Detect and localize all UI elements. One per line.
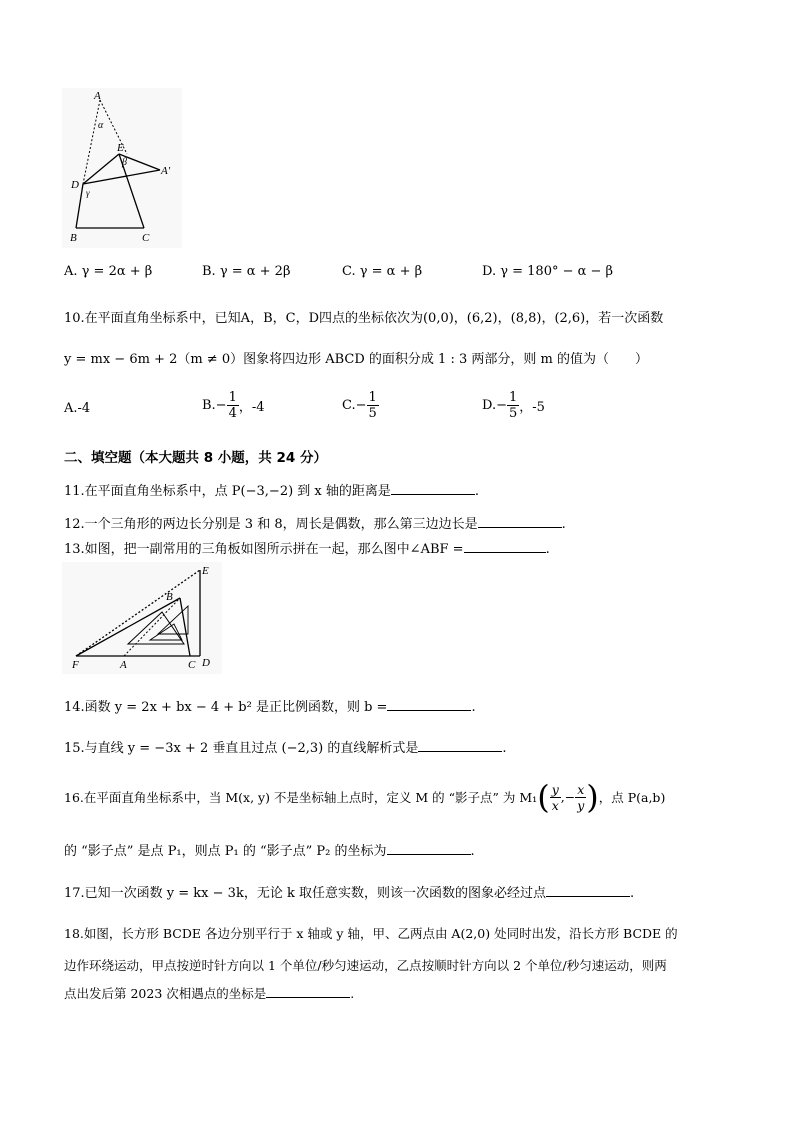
comma-minus: ,−	[560, 789, 576, 805]
q10-option-c[interactable]	[342, 390, 379, 421]
q10-option-b-prefix: B.−	[202, 398, 227, 413]
q18-line3-text: 点出发后第 2023 次相遇点的坐标是	[64, 986, 267, 1001]
q9-option-d[interactable]: D. γ = 180° − α − β	[482, 264, 614, 279]
q11	[64, 480, 479, 499]
q17-answer-blank[interactable]	[546, 884, 630, 897]
frac-num: 1	[228, 390, 237, 405]
q10-option-b-suffix: ，-4	[238, 400, 265, 415]
q16-answer-blank[interactable]	[387, 842, 471, 855]
q10-option-d-fraction	[507, 390, 519, 421]
q16-line1-suffix: ，点 P(a,b)	[598, 790, 666, 805]
q10-option-c-fraction	[367, 390, 379, 421]
label-A: A	[120, 659, 127, 671]
q12-text: 12.一个三角形的两边长分别是 3 和 8，周长是偶数，那么第三边边长是	[64, 517, 478, 532]
q17-text: 17.已知一次函数 y = kx − 3k，无论 k 取任意实数，则该一次函数的图象必经过点	[64, 886, 546, 901]
q10-line2: y = mx − 6m + 2（m ≠ 0）图象将四边形 ABCD 的面积分成 1 : 3 两部分，则 m 的值为（ ）	[64, 352, 648, 367]
q14-text: 14.函数 y = 2x + bx − 4 + b² 是正比例函数，则 b =	[64, 700, 388, 715]
q10-option-a[interactable]	[64, 401, 90, 416]
label-C: C	[188, 659, 196, 671]
period: .	[629, 886, 635, 901]
q16-line1	[64, 778, 665, 816]
q10-option-c-prefix: C.−	[342, 398, 367, 413]
frac-den: 5	[368, 406, 377, 421]
figure-q13-triangle-rulers	[62, 562, 222, 674]
period: .	[474, 484, 480, 499]
paren-left: (	[537, 778, 550, 816]
q14-answer-blank[interactable]	[387, 698, 471, 711]
q13-text: 13.如图，把一副常用的三角板如图所示拼在一起，那么图中∠ABF =	[64, 542, 464, 557]
q15-answer-blank[interactable]	[418, 739, 502, 752]
period: .	[561, 517, 566, 532]
q9-option-b[interactable]: B. γ = α + 2β	[202, 264, 291, 279]
q9-option-c[interactable]: C. γ = α + β	[342, 264, 423, 279]
frac-den: 5	[508, 406, 518, 421]
frac-den: 4	[228, 406, 237, 421]
q16-line1-prefix: 16.在平面直角坐标系中，当 M(x, y) 不是坐标轴上点时，定义 M 的 “影子点” 为 M₁	[64, 790, 538, 805]
q16-line2-text: 的 “影子点” 是点 P₁，则点 P₁ 的 “影子点” P₂ 的坐标为	[64, 844, 387, 859]
q18-line1: 18.如图，长方形 BCDE 各边分别平行于 x 轴或 y 轴，甲、乙两点由 A(2,0) 处同时出发，沿长方形 BCDE 的	[64, 926, 678, 941]
q13-answer-blank[interactable]	[464, 540, 546, 553]
q9-option-a[interactable]: A. γ = 2α + β	[64, 264, 153, 279]
q18-line2: 边作环绕运动，甲点按逆时针方向以 1 个单位/秒匀速运动，乙点按顺时针方向以 2 个单位/秒匀速运动，则两	[64, 958, 667, 973]
paren-right: )	[586, 778, 599, 816]
label-E: E	[202, 565, 209, 577]
q11-answer-blank[interactable]	[391, 482, 475, 495]
frac-den: x	[551, 797, 559, 813]
q10-option-a-text: A.-4	[64, 401, 91, 416]
q15	[64, 737, 506, 756]
period: .	[471, 700, 476, 715]
q12	[64, 513, 566, 532]
q16-frac-2	[575, 782, 586, 813]
label-D: D	[202, 657, 210, 669]
q10-option-d[interactable]	[482, 390, 545, 421]
q10-option-d-suffix: ，-5	[519, 400, 545, 415]
frac-num: 1	[508, 390, 518, 405]
period: .	[350, 986, 355, 1001]
q18-answer-blank[interactable]	[266, 985, 350, 998]
period: .	[470, 844, 475, 859]
frac-den: y	[577, 797, 585, 813]
label-B: B	[166, 591, 173, 603]
label-gamma: γ	[86, 188, 90, 198]
label-alpha: α	[98, 120, 104, 131]
period: .	[545, 542, 550, 557]
period: .	[502, 741, 507, 756]
q15-text: 15.与直线 y = −3x + 2 垂直且过点 (−2,3) 的直线解析式是	[64, 741, 419, 756]
q13	[64, 538, 550, 557]
frac-num: x	[577, 781, 585, 797]
label-B: B	[70, 232, 77, 244]
label-F: F	[72, 659, 79, 671]
q11-text: 11.在平面直角坐标系中，点 P(−3,−2) 到 x 轴的距离是	[64, 484, 391, 499]
q10-option-b-fraction	[227, 390, 239, 421]
label-E: E	[117, 142, 124, 154]
q10-option-b[interactable]	[202, 390, 265, 421]
q18-line3	[64, 984, 354, 1002]
q14	[64, 696, 476, 715]
label-D: D	[71, 179, 79, 191]
section-2-heading: 二、填空题（本大题共 8 小题，共 24 分）	[64, 450, 327, 466]
q16-frac-1	[550, 782, 561, 813]
frac-num: 1	[368, 390, 377, 405]
figure-q9-quadrilateral	[62, 88, 182, 248]
label-A: A	[94, 90, 101, 102]
q10-line1: 10.在平面直角坐标系中，已知A，B，C，D四点的坐标依次为(0,0)，(6,2)，(8,8)，(2,6)，若一次函数	[64, 311, 664, 326]
label-C: C	[142, 232, 150, 244]
label-beta: β	[122, 157, 127, 168]
frac-num: y	[551, 781, 559, 797]
label-A-prime: A'	[161, 165, 171, 177]
q17	[64, 882, 634, 901]
q16-line2	[64, 840, 475, 859]
q12-answer-blank[interactable]	[478, 515, 562, 528]
q10-option-d-prefix: D.−	[482, 398, 507, 413]
